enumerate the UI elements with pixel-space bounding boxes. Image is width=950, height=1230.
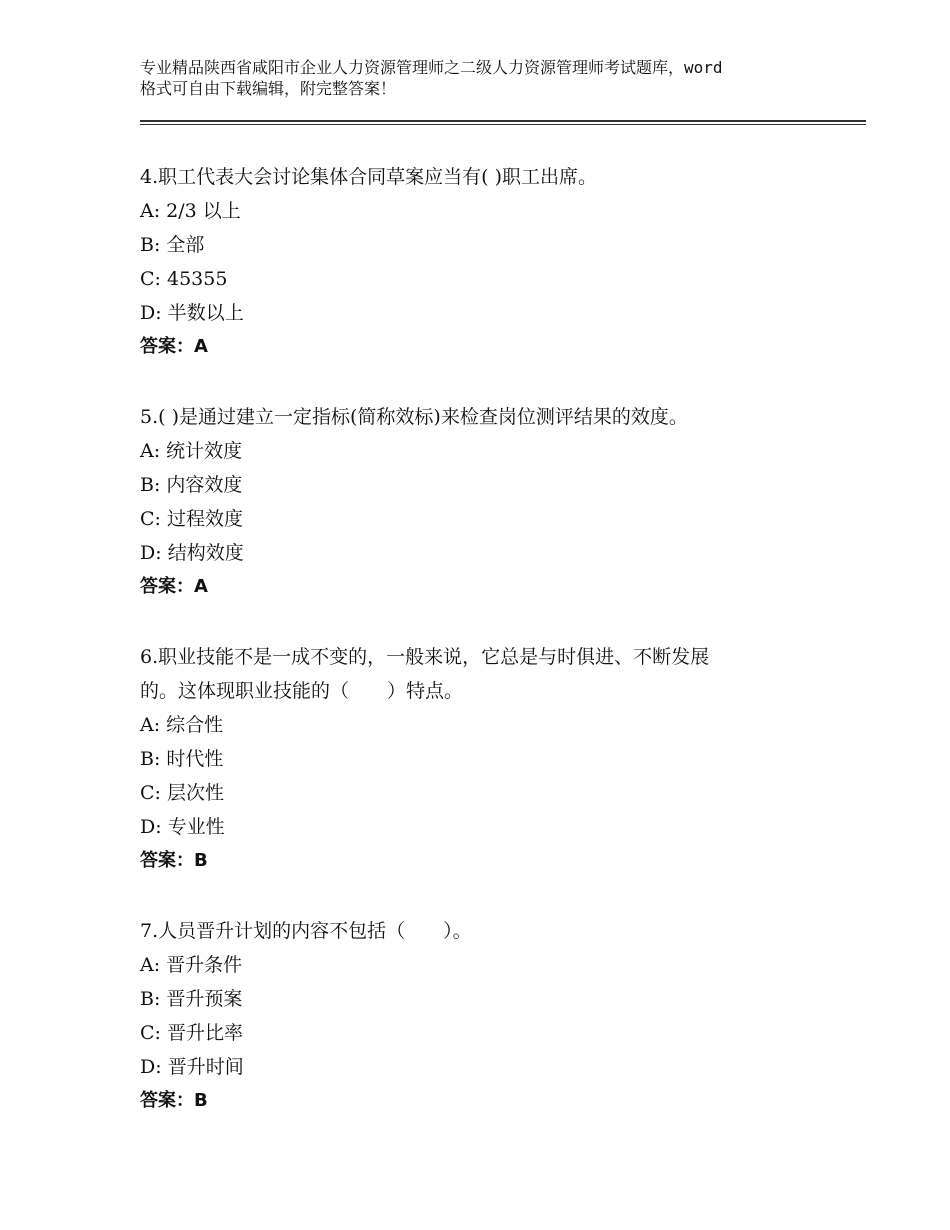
answer-label: 答案：A bbox=[140, 336, 208, 357]
option-text: 时代性 bbox=[166, 748, 224, 770]
option-b bbox=[140, 228, 840, 262]
option-c bbox=[140, 776, 840, 810]
option-text: 层次性 bbox=[167, 782, 225, 804]
option-key: C: bbox=[140, 782, 161, 804]
option-b bbox=[140, 468, 840, 502]
option-text: 内容效度 bbox=[166, 474, 243, 496]
option-key: A: bbox=[140, 440, 161, 462]
option-text: 晋升预案 bbox=[166, 988, 243, 1010]
question-7 bbox=[140, 914, 840, 1118]
option-text: 综合性 bbox=[166, 714, 224, 736]
option-a bbox=[140, 434, 840, 468]
option-key: D: bbox=[140, 302, 162, 324]
option-key: C: bbox=[140, 268, 161, 290]
option-key: D: bbox=[140, 542, 162, 564]
header-divider bbox=[140, 120, 866, 125]
option-text: 结构效度 bbox=[167, 542, 244, 564]
option-text: 统计效度 bbox=[166, 440, 243, 462]
option-c bbox=[140, 262, 840, 296]
option-key: A: bbox=[140, 714, 161, 736]
question-text-continued: 的。这体现职业技能的（ ）特点。 bbox=[140, 680, 464, 702]
question-5 bbox=[140, 400, 840, 604]
option-d bbox=[140, 810, 840, 844]
option-text: 晋升条件 bbox=[166, 954, 243, 976]
option-b bbox=[140, 982, 840, 1016]
option-b bbox=[140, 742, 840, 776]
question-text: 6.职业技能不是一成不变的，一般来说，它总是与时俱进、不断发展 bbox=[140, 646, 710, 668]
option-key: D: bbox=[140, 1056, 162, 1078]
option-a bbox=[140, 948, 840, 982]
question-6 bbox=[140, 640, 840, 878]
option-text: 全部 bbox=[166, 234, 205, 256]
header-line-2: 格式可自由下载编辑，附完整答案！ bbox=[140, 79, 397, 98]
option-text: 晋升比率 bbox=[167, 1022, 244, 1044]
question-4 bbox=[140, 160, 840, 364]
option-text: 专业性 bbox=[167, 816, 225, 838]
question-text: 7.人员晋升计划的内容不包括（ ）。 bbox=[140, 920, 472, 942]
question-list bbox=[140, 160, 840, 1154]
document-header bbox=[140, 57, 830, 99]
option-key: D: bbox=[140, 816, 162, 838]
answer-label: 答案：B bbox=[140, 850, 208, 871]
option-text: 半数以上 bbox=[167, 302, 244, 324]
answer-label: 答案：B bbox=[140, 1090, 208, 1111]
option-key: A: bbox=[140, 954, 161, 976]
option-d bbox=[140, 1050, 840, 1084]
option-d bbox=[140, 296, 840, 330]
option-key: C: bbox=[140, 1022, 161, 1044]
option-text: 45355 bbox=[167, 268, 228, 290]
header-line-1: 专业精品陕西省咸阳市企业人力资源管理师之二级人力资源管理师考试题库，word bbox=[140, 58, 723, 77]
question-text: 4.职工代表大会讨论集体合同草案应当有( )职工出席。 bbox=[140, 166, 597, 188]
option-c bbox=[140, 1016, 840, 1050]
option-d bbox=[140, 536, 840, 570]
option-text: 过程效度 bbox=[167, 508, 244, 530]
option-text: 2/3 以上 bbox=[166, 200, 241, 222]
option-key: B: bbox=[140, 474, 161, 496]
answer-label: 答案：A bbox=[140, 576, 208, 597]
option-a bbox=[140, 708, 840, 742]
option-key: B: bbox=[140, 988, 161, 1010]
question-text: 5.( )是通过建立一定指标(简称效标)来检查岗位测评结果的效度。 bbox=[140, 406, 688, 428]
option-text: 晋升时间 bbox=[167, 1056, 244, 1078]
option-key: B: bbox=[140, 748, 161, 770]
option-a bbox=[140, 194, 840, 228]
option-key: A: bbox=[140, 200, 161, 222]
option-key: B: bbox=[140, 234, 161, 256]
option-key: C: bbox=[140, 508, 161, 530]
option-c bbox=[140, 502, 840, 536]
